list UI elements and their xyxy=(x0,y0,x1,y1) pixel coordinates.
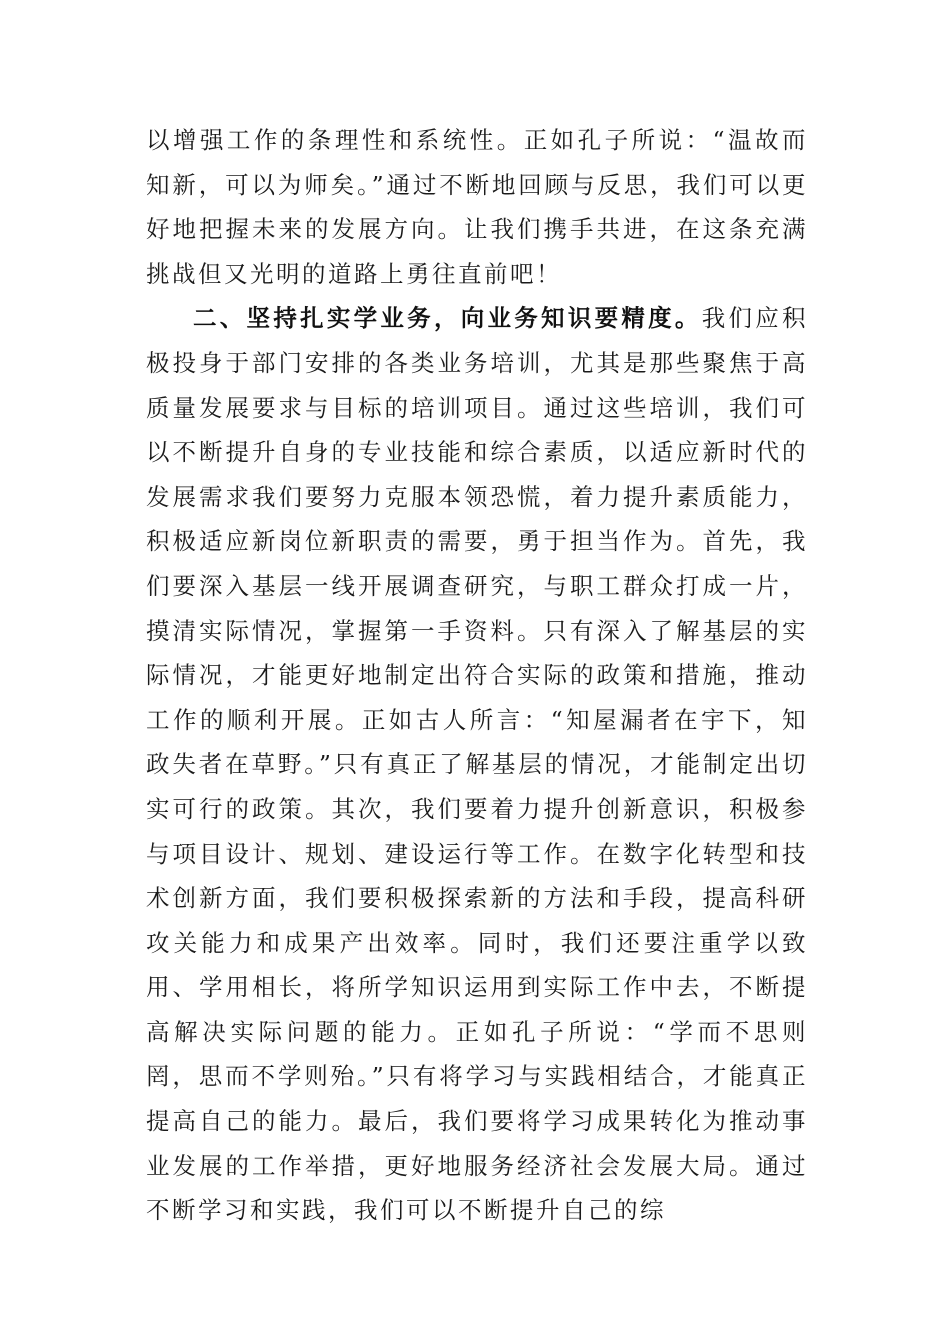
paragraph-text: 我们应积极投身于部门安排的各类业务培训，尤其是那些聚焦于高质量发展要求与目标的培训项目。通过这些培训，我们可以不断提升自身的专业技能和综合素质，以适应新时代的发展需求我们要努力克服本领恐慌，着力提升素质能力，积极适应新岗位新职责的需要，勇于担当作为。首先，我们要深入基层一线开展调查研究，与职工群众打成一片，摸清实际情况，掌握第一手资料。只有深入了解基层的实际情况，才能更好地制定出符合实际的政策和措施，推动工作的顺利开展。正如古人所言：“知屋漏者在宇下，知政失者在草野。”只有真正了解基层的情况，才能制定出切实可行的政策。其次，我们要着力提升创新意识，积极参与项目设计、规划、建设运行等工作。在数字化转型和技术创新方面，我们要积极探索新的方法和手段，提高科研攻关能力和成果产出效率。同时，我们还要注重学以致用、学用相长，将所学知识运用到实际工作中去，不断提高解决实际问题的能力。正如孔子所说：“学而不思则罔，思而不学则殆。”只有将学习与实践相结合，才能真正提高自己的能力。最后，我们要将学习成果转化为推动事业发展的工作举措，更好地服务经济社会发展大局。通过不断学习和实践，我们可以不断提升自己的综 xyxy=(146,304,809,1225)
body-text xyxy=(146,118,808,1233)
section-heading: 二、坚持扎实学业务，向业务知识要精度。 xyxy=(193,304,702,333)
paragraph-text: 以增强工作的条理性和系统性。正如孔子所说：“温故而知新，可以为师矣。”通过不断地回顾与反思，我们可以更好地把握未来的发展方向。让我们携手共进，在这条充满挑战但又光明的道路上勇往直前吧！ xyxy=(146,126,808,288)
paragraph-section-two xyxy=(146,296,808,1232)
paragraph-continued xyxy=(146,118,808,296)
